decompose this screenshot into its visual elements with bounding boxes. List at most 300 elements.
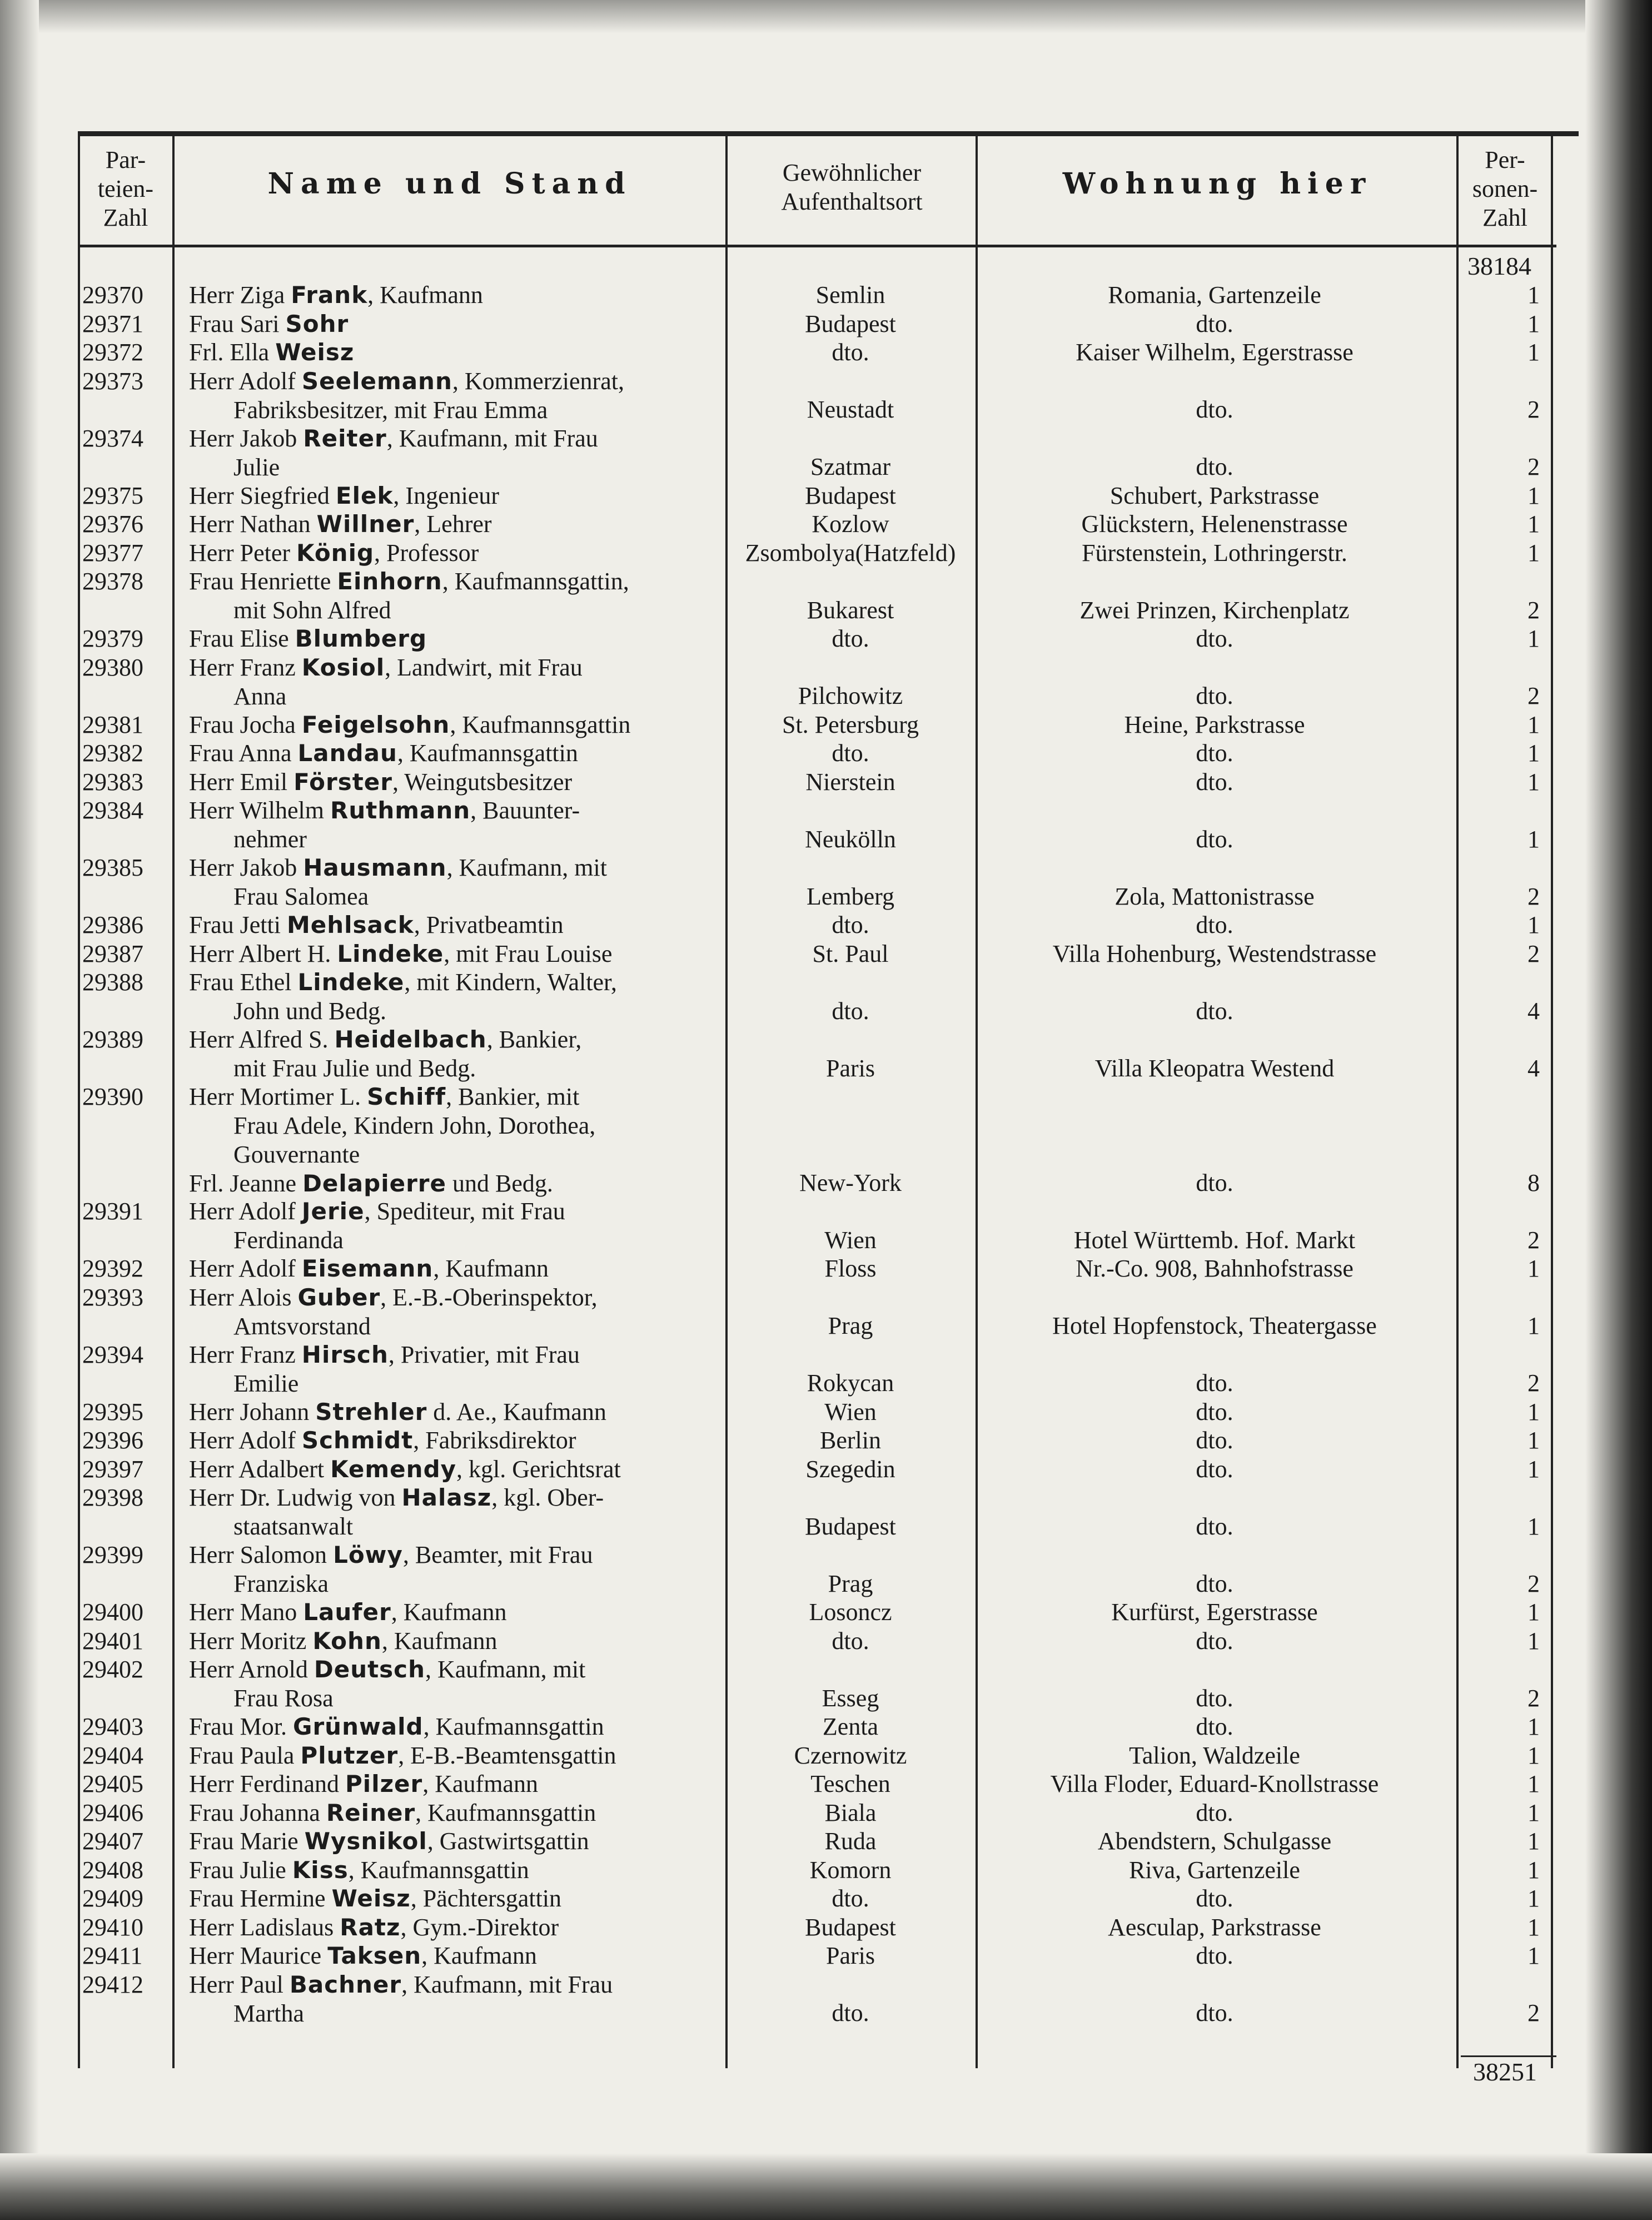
row-place: Floss bbox=[824, 1255, 877, 1282]
row-persons: 1 bbox=[1527, 1427, 1540, 1454]
name-line bbox=[189, 1169, 711, 1198]
surname: Delapierre bbox=[302, 1170, 447, 1197]
header-parteien-zahl bbox=[80, 146, 171, 232]
name-text: d. Ae., Kaufmann bbox=[427, 1398, 606, 1426]
row-place: Semlin bbox=[815, 281, 885, 309]
row-name-stand bbox=[189, 1712, 711, 1741]
row-number: 29373 bbox=[82, 367, 143, 395]
name-text: Gouvernante bbox=[233, 1141, 360, 1168]
row-persons: 1 bbox=[1527, 310, 1540, 337]
name-line bbox=[189, 1025, 711, 1054]
name-line bbox=[189, 1884, 711, 1913]
name-line bbox=[189, 1541, 711, 1570]
name-text: , Weingutsbesitzer bbox=[392, 768, 573, 796]
name-text: Emilie bbox=[233, 1369, 299, 1397]
name-line bbox=[189, 739, 711, 768]
name-text: Herr Jakob bbox=[189, 854, 303, 881]
name-text: Herr Dr. Ludwig von bbox=[189, 1484, 402, 1511]
row-name-stand bbox=[189, 1197, 711, 1255]
row-persons: 2 bbox=[1527, 1369, 1540, 1397]
name-text: Herr Johann bbox=[189, 1398, 316, 1426]
name-text: Frau Jocha bbox=[189, 711, 302, 738]
surname: Bachner bbox=[289, 1970, 402, 1998]
row-persons: 1 bbox=[1527, 711, 1540, 738]
row-address: Zwei Prinzen, Kirchenplatz bbox=[1079, 596, 1350, 624]
row-number: 29371 bbox=[82, 310, 143, 337]
row-address: Kaiser Wilhelm, Egerstrasse bbox=[1076, 339, 1354, 366]
name-line bbox=[189, 1856, 711, 1885]
name-text: Herr Ladislaus bbox=[189, 1913, 340, 1941]
row-persons: 1 bbox=[1527, 1741, 1540, 1769]
header-line: Per- bbox=[1485, 146, 1525, 173]
surname: Schmidt bbox=[301, 1427, 414, 1454]
name-line bbox=[189, 367, 711, 396]
row-place: dto. bbox=[832, 997, 869, 1025]
name-text: Herr Ziga bbox=[189, 281, 291, 309]
row-address: Kurfürst, Egerstrasse bbox=[1111, 1598, 1318, 1626]
row-address: Fürstenstein, Lothringerstr. bbox=[1082, 539, 1347, 567]
row-persons: 1 bbox=[1527, 1770, 1540, 1797]
row-persons: 2 bbox=[1527, 1570, 1540, 1597]
row-name-stand bbox=[189, 1340, 711, 1398]
row-address: dto. bbox=[1196, 1369, 1233, 1397]
row-place: Neukölln bbox=[805, 825, 896, 853]
row-place: Prag bbox=[828, 1312, 873, 1339]
row-name-stand bbox=[189, 1913, 711, 1942]
name-line bbox=[189, 424, 711, 453]
row-address: Romania, Gartenzeile bbox=[1108, 281, 1321, 309]
row-place: dto. bbox=[832, 1999, 869, 2027]
name-line bbox=[189, 281, 711, 310]
name-text: Herr Arnold bbox=[189, 1656, 314, 1683]
surname: Guber bbox=[297, 1283, 381, 1311]
name-line bbox=[189, 1369, 711, 1398]
row-persons: 2 bbox=[1527, 1999, 1540, 2027]
row-address: Villa Floder, Eduard-Knollstrasse bbox=[1050, 1770, 1379, 1797]
row-number: 29399 bbox=[82, 1541, 143, 1568]
row-place: Budapest bbox=[805, 1512, 896, 1540]
row-persons: 1 bbox=[1527, 1885, 1540, 1912]
row-number: 29396 bbox=[82, 1427, 143, 1454]
table-top-rule bbox=[78, 131, 1579, 136]
name-line bbox=[189, 1741, 711, 1770]
row-persons: 4 bbox=[1527, 1054, 1540, 1082]
name-text: , kgl. Gerichtsrat bbox=[456, 1455, 621, 1483]
name-text: Herr Franz bbox=[189, 1340, 302, 1368]
row-name-stand bbox=[189, 1254, 711, 1283]
name-text: , Landwirt, mit Frau bbox=[385, 653, 583, 681]
name-text: Herr Jakob bbox=[189, 424, 303, 452]
row-persons: 1 bbox=[1527, 625, 1540, 652]
row-persons: 1 bbox=[1527, 1799, 1540, 1826]
name-text: , Kaufmannsgattin bbox=[423, 1713, 604, 1740]
name-line bbox=[189, 624, 711, 653]
col-divider-4 bbox=[976, 133, 978, 2068]
surname: Blumberg bbox=[295, 625, 427, 652]
row-number: 29387 bbox=[82, 940, 143, 967]
surname: Sohr bbox=[285, 310, 349, 337]
row-persons: 2 bbox=[1527, 1226, 1540, 1254]
name-text: Herr Franz bbox=[189, 653, 302, 681]
name-line bbox=[189, 653, 711, 682]
row-address: dto. bbox=[1196, 1885, 1233, 1912]
row-number: 29374 bbox=[82, 424, 143, 452]
name-text: Herr Albert H. bbox=[189, 940, 337, 967]
surname: Frank bbox=[291, 281, 368, 309]
row-persons: 1 bbox=[1527, 1827, 1540, 1855]
row-name-stand bbox=[189, 1655, 711, 1713]
row-place: New-York bbox=[799, 1169, 902, 1196]
name-text: Franziska bbox=[233, 1570, 329, 1597]
row-name-stand bbox=[189, 1082, 711, 1198]
name-text: , Spediteur, mit Frau bbox=[364, 1198, 565, 1225]
name-text: Frl. Jeanne bbox=[189, 1170, 303, 1197]
row-number: 29393 bbox=[82, 1283, 143, 1311]
surname: Weisz bbox=[275, 339, 355, 366]
name-text: , Beamter, mit Frau bbox=[402, 1541, 593, 1568]
row-persons: 1 bbox=[1527, 1856, 1540, 1884]
name-line bbox=[189, 682, 711, 711]
name-line bbox=[189, 567, 711, 596]
row-place: St. Paul bbox=[812, 940, 889, 967]
name-text: Frau Sari bbox=[189, 310, 286, 337]
header-line: Par- bbox=[105, 146, 146, 173]
col-divider-5 bbox=[1456, 133, 1459, 2068]
name-line bbox=[189, 1483, 711, 1512]
row-place: Rokycan bbox=[807, 1369, 894, 1397]
name-line bbox=[189, 596, 711, 625]
name-line bbox=[189, 1913, 711, 1942]
surname: Pilzer bbox=[345, 1770, 423, 1797]
row-place: Kozlow bbox=[812, 510, 889, 538]
row-number: 29404 bbox=[82, 1741, 143, 1769]
row-persons: 1 bbox=[1527, 1512, 1540, 1540]
row-name-stand bbox=[189, 739, 711, 768]
surname: Schiff bbox=[367, 1083, 446, 1110]
row-place: Neustadt bbox=[807, 396, 894, 423]
row-place: Zsombolya(Hatzfeld) bbox=[745, 539, 956, 567]
carry-in-total: 38184 bbox=[1467, 252, 1531, 280]
row-number: 29383 bbox=[82, 768, 143, 796]
name-text: , Kaufmann bbox=[433, 1255, 549, 1282]
row-name-stand bbox=[189, 624, 711, 653]
name-line bbox=[189, 338, 711, 367]
name-text: Herr Paul bbox=[189, 1970, 290, 1998]
name-line bbox=[189, 1684, 711, 1713]
row-address: Zola, Mattonistrasse bbox=[1114, 882, 1315, 910]
row-persons: 2 bbox=[1527, 682, 1540, 709]
row-number: 29386 bbox=[82, 911, 143, 938]
row-address: Glückstern, Helenenstrasse bbox=[1081, 510, 1348, 538]
row-address: dto. bbox=[1196, 1684, 1233, 1712]
name-text: Herr Adolf bbox=[189, 1255, 302, 1282]
surname: Heidelbach bbox=[334, 1026, 487, 1053]
row-place: Prag bbox=[828, 1570, 873, 1597]
name-text: Herr Emil bbox=[189, 768, 294, 796]
row-address: Riva, Gartenzeile bbox=[1129, 1856, 1300, 1884]
row-number: 29379 bbox=[82, 625, 143, 652]
name-text: Herr Adolf bbox=[189, 367, 302, 395]
row-address: Hotel Hopfenstock, Theatergasse bbox=[1052, 1312, 1377, 1339]
name-text: staatsanwalt bbox=[233, 1513, 354, 1540]
row-place: Biala bbox=[824, 1799, 877, 1826]
name-line bbox=[189, 1770, 711, 1799]
surname: Halasz bbox=[401, 1484, 492, 1511]
name-text: , Kaufmannsgattin bbox=[450, 711, 631, 738]
header-aufenthaltsort bbox=[728, 158, 976, 216]
row-name-stand bbox=[189, 1741, 711, 1770]
row-name-stand bbox=[189, 1827, 711, 1856]
row-address: dto. bbox=[1196, 1713, 1233, 1740]
row-address: Hotel Württemb. Hof. Markt bbox=[1073, 1226, 1356, 1254]
row-persons: 2 bbox=[1527, 596, 1540, 624]
name-text: , Kommerzienrat, bbox=[452, 367, 624, 395]
row-address: Abendstern, Schulgasse bbox=[1097, 1827, 1332, 1855]
row-address: dto. bbox=[1196, 1799, 1233, 1826]
row-persons: 1 bbox=[1527, 1627, 1540, 1655]
surname: Ratz bbox=[340, 1913, 401, 1941]
row-address: dto. bbox=[1196, 682, 1233, 709]
row-name-stand bbox=[189, 1598, 711, 1627]
row-place: dto. bbox=[832, 625, 869, 652]
scan-edge-bottom bbox=[0, 2153, 1652, 2220]
name-text: , mit Kindern, Walter, bbox=[404, 969, 617, 996]
name-text: Ferdinanda bbox=[233, 1226, 344, 1254]
name-line bbox=[189, 1054, 711, 1083]
row-number: 29380 bbox=[82, 653, 143, 681]
row-name-stand bbox=[189, 539, 711, 568]
name-text: Frau Jetti bbox=[189, 911, 287, 938]
row-number: 29410 bbox=[82, 1913, 143, 1941]
surname: Hirsch bbox=[301, 1340, 389, 1368]
scan-edge-left bbox=[0, 0, 39, 2220]
name-line bbox=[189, 1283, 711, 1312]
surname: Plutzer bbox=[300, 1741, 399, 1769]
name-line bbox=[189, 1111, 711, 1140]
row-number: 29384 bbox=[82, 797, 143, 824]
name-line bbox=[189, 882, 711, 911]
scan-edge-right bbox=[1585, 0, 1652, 2220]
name-line bbox=[189, 940, 711, 969]
name-line bbox=[189, 1312, 711, 1341]
name-text: , Kaufmann, mit Frau bbox=[386, 424, 598, 452]
header-line: Zahl bbox=[103, 204, 148, 231]
row-number: 29408 bbox=[82, 1856, 143, 1884]
surname: Löwy bbox=[333, 1541, 403, 1568]
name-text: Frau Anna bbox=[189, 739, 298, 767]
name-text: Herr Salomon bbox=[189, 1541, 334, 1568]
row-address: dto. bbox=[1196, 911, 1233, 938]
name-line bbox=[189, 768, 711, 797]
row-number: 29381 bbox=[82, 711, 143, 738]
name-line bbox=[189, 1254, 711, 1283]
name-text: mit Frau Julie und Bedg. bbox=[233, 1055, 476, 1082]
row-name-stand bbox=[189, 567, 711, 625]
name-text: Herr Ferdinand bbox=[189, 1770, 346, 1797]
name-text: Herr Mano bbox=[189, 1598, 303, 1626]
surname: Feigelsohn bbox=[301, 711, 450, 738]
row-number: 29405 bbox=[82, 1770, 143, 1797]
name-line bbox=[189, 853, 711, 882]
row-name-stand bbox=[189, 281, 711, 310]
name-text: Herr Wilhelm bbox=[189, 797, 331, 824]
row-name-stand bbox=[189, 1025, 711, 1083]
row-number: 29412 bbox=[82, 1970, 143, 1998]
row-name-stand bbox=[189, 796, 711, 854]
row-address: dto. bbox=[1196, 825, 1233, 853]
name-text: Fabriksbesitzer, mit Frau Emma bbox=[233, 396, 548, 424]
row-place: Paris bbox=[826, 1942, 875, 1969]
surname: König bbox=[296, 539, 375, 567]
row-name-stand bbox=[189, 1856, 711, 1885]
row-persons: 1 bbox=[1527, 1398, 1540, 1426]
row-persons: 1 bbox=[1527, 481, 1540, 509]
row-address: Talion, Waldzeile bbox=[1129, 1741, 1300, 1769]
surname: Förster bbox=[293, 768, 393, 796]
row-address: dto. bbox=[1196, 768, 1233, 796]
row-name-stand bbox=[189, 1541, 711, 1598]
row-name-stand bbox=[189, 1483, 711, 1541]
row-number: 29390 bbox=[82, 1083, 143, 1110]
row-address: Villa Kleopatra Westend bbox=[1094, 1054, 1335, 1082]
row-name-stand bbox=[189, 940, 711, 969]
name-text: , Kaufmann, mit bbox=[425, 1656, 586, 1683]
name-text: , Kaufmann bbox=[421, 1942, 537, 1969]
name-line bbox=[189, 1799, 711, 1827]
surname: Kiss bbox=[292, 1856, 349, 1884]
row-name-stand bbox=[189, 711, 711, 739]
row-place: Berlin bbox=[820, 1427, 881, 1454]
name-line bbox=[189, 1140, 711, 1169]
row-persons: 1 bbox=[1527, 510, 1540, 538]
name-text: , Kaufmann, mit Frau bbox=[401, 1970, 613, 1998]
name-line bbox=[189, 1455, 711, 1484]
name-line bbox=[189, 1197, 711, 1226]
surname: Hausmann bbox=[303, 854, 447, 881]
header-name-und-stand: Name und Stand bbox=[267, 167, 632, 201]
surname: Lindeke bbox=[337, 940, 444, 967]
row-place: Budapest bbox=[805, 310, 896, 337]
name-line bbox=[189, 997, 711, 1026]
name-text: Herr Alois bbox=[189, 1283, 298, 1311]
row-persons: 1 bbox=[1527, 911, 1540, 938]
row-number: 29376 bbox=[82, 510, 143, 538]
row-name-stand bbox=[189, 653, 711, 711]
row-number: 29407 bbox=[82, 1827, 143, 1855]
name-text: , Kaufmannsgattin bbox=[397, 739, 578, 767]
name-text: John und Bedg. bbox=[233, 997, 386, 1025]
row-persons: 1 bbox=[1527, 768, 1540, 796]
row-address: dto. bbox=[1196, 997, 1233, 1025]
surname: Taksen bbox=[327, 1942, 422, 1969]
surname: Lindeke bbox=[297, 969, 405, 996]
row-persons: 1 bbox=[1527, 739, 1540, 767]
name-line bbox=[189, 1999, 711, 2028]
row-place: Esseg bbox=[822, 1684, 879, 1712]
row-persons: 2 bbox=[1527, 940, 1540, 967]
name-text: , Kaufmannsgattin bbox=[415, 1799, 596, 1826]
surname: Einhorn bbox=[337, 568, 442, 595]
row-place: Wien bbox=[824, 1398, 877, 1426]
name-line bbox=[189, 310, 711, 339]
name-text: , Kaufmann bbox=[381, 1627, 497, 1655]
surname: Kosiol bbox=[301, 653, 385, 681]
name-line bbox=[189, 1226, 711, 1255]
row-number: 29411 bbox=[82, 1942, 143, 1969]
name-line bbox=[189, 1970, 711, 1999]
row-number: 29391 bbox=[82, 1198, 143, 1225]
name-line bbox=[189, 396, 711, 425]
row-number: 29372 bbox=[82, 339, 143, 366]
name-text: nehmer bbox=[233, 826, 307, 853]
name-text: , Bauunter- bbox=[470, 797, 580, 824]
name-text: , Kaufmann bbox=[422, 1770, 538, 1797]
row-address: dto. bbox=[1196, 1169, 1233, 1196]
col-divider-1 bbox=[78, 133, 80, 2068]
surname: Willner bbox=[316, 510, 415, 538]
surname: Grünwald bbox=[293, 1713, 424, 1740]
row-name-stand bbox=[189, 424, 711, 482]
row-number: 29392 bbox=[82, 1255, 143, 1282]
row-name-stand bbox=[189, 1941, 711, 1970]
name-line bbox=[189, 1712, 711, 1741]
surname: Ruthmann bbox=[330, 797, 471, 824]
name-text: , Bankier, bbox=[486, 1026, 582, 1053]
name-text: , Bankier, mit bbox=[446, 1083, 580, 1110]
surname: Weisz bbox=[331, 1885, 411, 1912]
name-text: Frl. Ella bbox=[189, 339, 276, 366]
row-place: Komorn bbox=[809, 1856, 892, 1884]
name-line bbox=[189, 1598, 711, 1627]
name-line bbox=[189, 1082, 711, 1111]
row-persons: 1 bbox=[1527, 281, 1540, 309]
row-number: 29395 bbox=[82, 1398, 143, 1426]
header-bottom-rule bbox=[78, 245, 1556, 247]
row-address: dto. bbox=[1196, 1455, 1233, 1483]
name-line bbox=[189, 825, 711, 854]
row-persons: 2 bbox=[1527, 396, 1540, 423]
row-address: dto. bbox=[1196, 1627, 1233, 1655]
surname: Kohn bbox=[312, 1627, 382, 1655]
row-address: dto. bbox=[1196, 1398, 1233, 1426]
row-persons: 1 bbox=[1527, 1913, 1540, 1941]
row-number: 29398 bbox=[82, 1484, 143, 1511]
row-place: dto. bbox=[832, 739, 869, 767]
surname: Eisemann bbox=[301, 1255, 434, 1282]
header-wohnung-hier: Wohnung hier bbox=[1062, 167, 1372, 201]
name-text: , Kaufmannsgattin, bbox=[442, 568, 629, 595]
row-place: Teschen bbox=[810, 1770, 890, 1797]
name-text: Herr Mortimer L. bbox=[189, 1083, 367, 1110]
row-place: Ruda bbox=[824, 1827, 877, 1855]
row-place: dto. bbox=[832, 911, 869, 938]
row-address: Heine, Parkstrasse bbox=[1124, 711, 1305, 738]
name-text: Anna bbox=[233, 682, 287, 710]
surname: Landau bbox=[297, 739, 397, 767]
row-address: dto. bbox=[1196, 310, 1233, 337]
row-name-stand bbox=[189, 1455, 711, 1484]
name-text: Frau Paula bbox=[189, 1741, 301, 1769]
name-text: , Gastwirtsgattin bbox=[427, 1827, 589, 1855]
col-divider-6 bbox=[1551, 133, 1553, 2068]
row-name-stand bbox=[189, 481, 711, 510]
row-persons: 1 bbox=[1527, 539, 1540, 567]
name-line bbox=[189, 539, 711, 568]
name-line bbox=[189, 968, 711, 997]
name-text: und Bedg. bbox=[446, 1170, 553, 1197]
name-text: , Kaufmann bbox=[391, 1598, 507, 1626]
name-text: Herr Siegfried bbox=[189, 481, 336, 509]
